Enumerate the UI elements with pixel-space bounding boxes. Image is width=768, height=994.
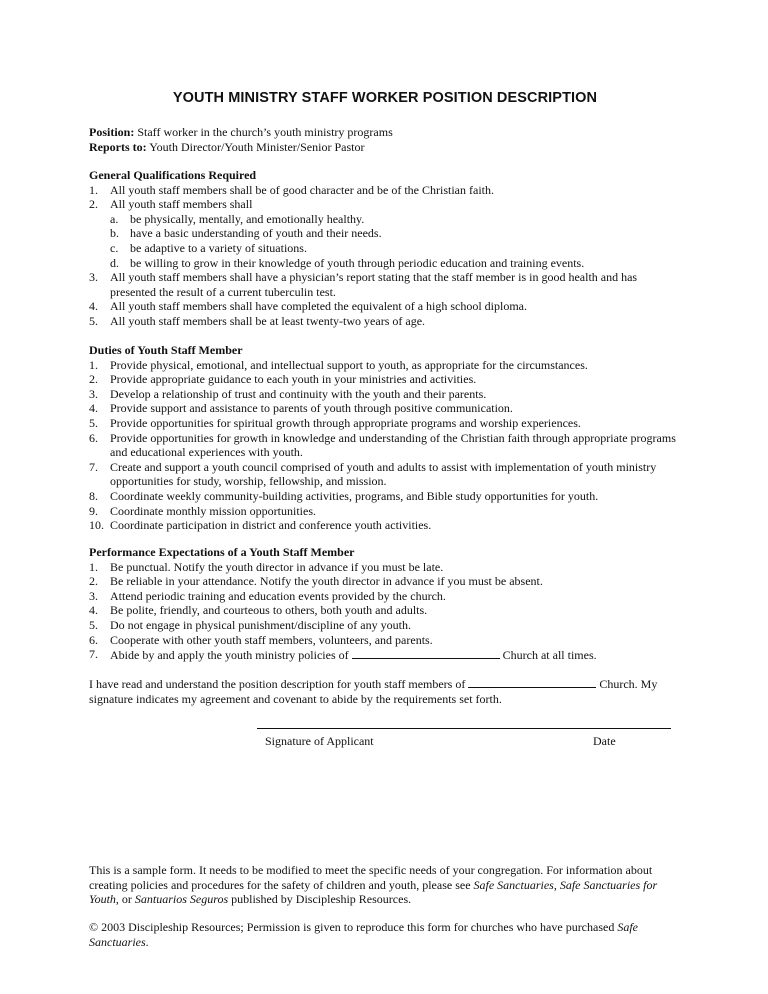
item-text: Develop a relationship of trust and continuity with the youth and their parents. <box>110 386 487 401</box>
reports-to-label: Reports to: <box>89 139 147 154</box>
list-item <box>89 489 681 504</box>
sub-item-text: be adaptive to a variety of situations. <box>130 240 307 255</box>
item-number: 2. <box>89 197 98 212</box>
item-number: 4. <box>89 299 98 314</box>
sub-item-letter: b. <box>110 226 119 241</box>
performance-heading: Performance Expectations of a Youth Staff Member <box>89 545 355 559</box>
date-label: Date <box>593 734 616 748</box>
copyright-text: © 2003 Discipleship Resources; Permission is given to reproduce this form for churches who have purchased <box>89 920 618 934</box>
list-item <box>89 589 681 604</box>
footer-text: published by Discipleship Resources. <box>228 892 412 907</box>
item-number: 3. <box>89 588 98 603</box>
sub-item-letter: a. <box>110 211 119 226</box>
item-number: 1. <box>89 182 98 197</box>
list-item <box>89 387 681 402</box>
item-text: Provide support and assistance to parents of youth through positive communication. <box>110 401 513 416</box>
list-item <box>89 618 681 633</box>
header-fields <box>89 125 681 154</box>
footer-text: , <box>553 877 560 892</box>
copyright-text: . <box>145 934 149 949</box>
item-number: 8. <box>89 488 98 503</box>
item-number: 7. <box>89 459 98 474</box>
item-text: Be punctual. Notify the youth director in advance if you must be late. <box>110 559 444 574</box>
item-number: 6. <box>89 430 98 445</box>
performance-section <box>89 545 681 663</box>
agreement-paragraph <box>89 676 681 706</box>
footer-text: , or <box>115 892 135 907</box>
sub-item-text: be physically, mentally, and emotionally healthy. <box>130 211 365 226</box>
item-number: 7. <box>89 647 98 662</box>
item-text: Coordinate weekly community-building activities, programs, and Bible study opportunities for youth. <box>110 488 599 503</box>
book-title: Santuarios Seguros <box>134 892 229 907</box>
list-item <box>89 633 681 648</box>
list-item <box>89 431 681 460</box>
sub-item-text: be willing to grow in their knowledge of youth through periodic education and training events. <box>130 255 585 270</box>
item-text: Be reliable in your attendance. Notify the youth director in advance if you must be absent. <box>110 574 543 589</box>
item-number: 4. <box>89 603 98 618</box>
sub-list-item <box>110 241 681 256</box>
item-text: Be polite, friendly, and courteous to others, both youth and adults. <box>110 603 428 618</box>
sub-item-text: have a basic understanding of youth and their needs. <box>130 226 382 241</box>
sub-list-item <box>110 256 681 271</box>
item-text: Cooperate with other youth staff members, volunteers, and parents. <box>110 632 433 647</box>
list-item <box>89 401 681 416</box>
item-text: Provide opportunities for growth in knowledge and understanding of the Christian faith through appropriate programs and educational experiences with youth. <box>110 430 676 460</box>
position-label: Position: <box>89 125 135 139</box>
qualifications-section <box>89 168 681 329</box>
item-number: 5. <box>89 313 98 328</box>
agreement-text: I have read and understand the position description for youth staff members of <box>89 677 469 691</box>
item-text: Provide physical, emotional, and intellectual support to youth, as appropriate for the circumstances. <box>110 357 588 372</box>
list-item <box>89 460 681 489</box>
item-number: 2. <box>89 574 98 589</box>
item-text: Attend periodic training and education events provided by the church. <box>110 588 446 603</box>
list-item <box>89 299 681 314</box>
footer-text: This is a sample form. It needs to be modified to meet the specific needs of your congregation. For information about creating policies and procedures for the safety of children and youth, please see <box>89 863 653 892</box>
reports-to-field <box>89 140 681 155</box>
item-text: Provide opportunities for spiritual growth through appropriate programs and worship experiences. <box>110 415 581 430</box>
item-text: Coordinate participation in district and conference youth activities. <box>110 518 432 533</box>
sub-item-letter: d. <box>110 255 119 270</box>
list-item <box>89 372 681 387</box>
list-item <box>89 416 681 431</box>
item-text: Create and support a youth council comprised of youth and adults to assist with implementation of youth ministry opportunities for study, worship, fellowship, and mission. <box>110 459 657 489</box>
sub-item-letter: c. <box>110 240 119 255</box>
book-title: Safe Sanctuaries for Youth <box>89 877 658 907</box>
list-item <box>89 358 681 373</box>
item-text: All youth staff members shall be at least twenty-two years of age. <box>110 313 426 328</box>
page-title: YOUTH MINISTRY STAFF WORKER POSITION DESCRIPTION <box>172 90 598 106</box>
item-text: All youth staff members shall be of good character and be of the Christian faith. <box>110 182 494 197</box>
item-number: 10. <box>89 518 104 533</box>
list-item <box>89 314 681 329</box>
church-name-blank[interactable] <box>352 647 500 659</box>
book-title: Safe Sanctuaries <box>473 877 554 892</box>
item-text: Coordinate monthly mission opportunities. <box>110 503 316 518</box>
sub-list-item <box>110 212 681 227</box>
list-item <box>89 647 681 663</box>
list-item <box>89 504 681 519</box>
item-number: 5. <box>89 415 98 430</box>
item-number: 3. <box>89 386 98 401</box>
qualifications-heading: General Qualifications Required <box>89 168 257 182</box>
item-text-end: Church at all times. <box>499 648 597 663</box>
list-item <box>89 560 681 575</box>
position-value: Staff worker in the church’s youth ministry programs <box>134 125 393 139</box>
signature-label: Signature of Applicant <box>265 734 374 748</box>
list-item <box>89 518 681 533</box>
list-item <box>89 197 681 212</box>
item-number: 9. <box>89 503 98 518</box>
item-text: All youth staff members shall <box>110 197 253 212</box>
list-item <box>89 270 681 299</box>
item-number: 6. <box>89 632 98 647</box>
sub-list-item <box>110 226 681 241</box>
position-field <box>89 125 681 140</box>
list-item <box>89 603 681 618</box>
item-number: 3. <box>89 270 98 285</box>
reports-to-value: Youth Director/Youth Minister/Senior Pastor <box>146 139 365 154</box>
item-number: 1. <box>89 357 98 372</box>
item-number: 4. <box>89 401 98 416</box>
item-text: Abide by and apply the youth ministry policies of <box>110 648 352 663</box>
item-text: Do not engage in physical punishment/discipline of any youth. <box>110 617 411 632</box>
item-number: 5. <box>89 617 98 632</box>
duties-section <box>89 343 681 533</box>
item-text: Provide appropriate guidance to each youth in your ministries and activities. <box>110 372 477 387</box>
item-text: All youth staff members shall have completed the equivalent of a high school diploma. <box>110 299 528 314</box>
item-number: 1. <box>89 559 98 574</box>
agreement-text-end: Church. My signature indicates my agreement and covenant to abide by the requirements set forth. <box>89 677 658 706</box>
list-item <box>89 574 681 589</box>
duties-heading: Duties of Youth Staff Member <box>89 343 243 357</box>
book-title: Safe Sanctuaries <box>89 920 639 949</box>
footer-note <box>89 863 681 907</box>
list-item <box>89 183 681 198</box>
item-number: 2. <box>89 372 98 387</box>
church-name-blank[interactable] <box>468 676 596 688</box>
signature-line[interactable] <box>257 728 671 729</box>
copyright-note <box>89 920 681 949</box>
item-text: All youth staff members shall have a physician’s report stating that the staff member is in good health and has presented the result of a current tuberculin test. <box>110 270 638 299</box>
